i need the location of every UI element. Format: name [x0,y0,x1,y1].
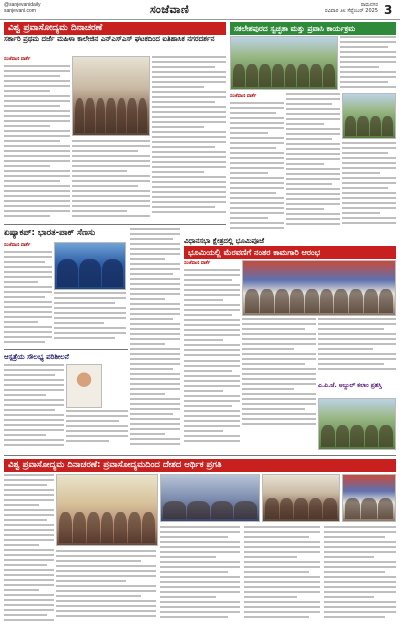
article-column [152,56,226,221]
page-number: 3 [384,3,393,17]
article-column [54,292,126,346]
headline-asia-cup: ಏಷ್ಯಾಕಪ್: ಭಾರತ-ಪಾಕ್ ಸೆಣಸು [4,228,96,238]
article-column [286,93,340,233]
masthead [0,0,400,20]
subheadline-college: ಸರ್ಕಾರಿ ಪ್ರಥಮ ದರ್ಜೆ ಮಹಿಳಾ ಕಾಲೇಜಿನ ಎನ್‌ಎಸ್‌ಎಸ್ ಘಟಕದಿಂದ ಐತಿಹಾಸಿಕ ನಗರದರ್ಶನ [4,35,215,43]
social-handle: @sanjevanidaily [4,2,41,8]
photo-students-group [72,56,150,136]
article-column [4,56,70,221]
article-column [130,228,180,450]
article-column [72,140,150,220]
headline-clean-campaign: ಸಕಲೇಶಪುರದ ಸ್ವಚ್ಛತಾ ಮತ್ತು ಪ್ರವಾಸಿ ಕಾರ್ಯಕ್ರಮ [230,22,396,35]
article-column [4,364,64,450]
photo-tourism-event [56,474,158,546]
photo-cricket-match [54,242,126,290]
article-column [244,526,320,624]
byline: ಸಂಜೆವಾಣಿ ವಾರ್ತೆ [184,261,211,266]
photo-event [342,93,396,139]
photo-award [318,398,396,450]
masthead-right [288,2,378,14]
article-column [184,260,240,358]
divider [4,455,396,456]
article-column [66,410,128,450]
article-column [340,36,396,90]
subheadline-bhoomi-puja: ವಿಧಾನಸಭಾ ಕ್ಷೇತ್ರದಲ್ಲಿ ಭೂಮಿಪೂಜೆ [184,237,265,245]
article-column [230,93,284,233]
photo-exhibition [160,474,260,522]
byline: ಸಂಜೆವಾಣಿ ವಾರ್ತೆ [4,57,31,62]
newspaper-logo: ಸಂಜೆವಾಣಿ [150,3,190,16]
headline-hospital: ಆಸ್ಪತ್ರೆಯ ಸೌಲಭ್ಯ ಪರಿಶೀಲನೆ [4,353,69,361]
byline: ಸಂಜೆವಾಣಿ ವಾರ್ತೆ [230,94,257,99]
article-column [56,550,156,624]
photo-dignitaries [342,474,396,522]
divider [4,349,128,350]
article-column [324,526,396,624]
divider [4,224,226,225]
photo-portrait [66,364,102,408]
photo-clean-campaign [230,36,338,90]
headline-bottom: ವಿಶ್ವ ಪ್ರವಾಸೋದ್ಯಮ ದಿನಾಚರಣೆ: ಪ್ರವಾಸೋದ್ಯಮದಿಂದ ದೇಶದ ಆರ್ಥಿಕ ಪ್ರಗತಿ [4,459,396,472]
website: sanjevani.com [4,8,36,14]
byline: ಸಂಜೆವಾಣಿ ವಾರ್ತೆ [4,243,31,248]
photo-bhoomi-puja [242,260,396,316]
headline-award: ಎ.ಪಿ.ಜೆ. ಅಬ್ದುಲ್ ಕಲಾಂ ಪ್ರಶಸ್ತಿ [318,382,382,389]
article-column [184,360,240,450]
headline-bhoomi-main: ಭೂಮಿಯಲ್ಲಿ ಮೆರವಣಿಗೆ ನಂತರ ಕಾಮಗಾರಿ ಆರಂಭ [184,246,396,259]
article-column [160,526,240,624]
article-column [242,318,316,436]
article-column [4,474,54,624]
article-column [318,318,396,378]
article-column [4,242,52,346]
photo-audience [262,474,340,522]
edition: ರಾಮನಗರ [360,2,378,8]
masthead-left [4,2,40,14]
date: ರವಿವಾರ ೨೮ ಸೆಪ್ಟೆಂಬರ್ 2025 [324,8,378,14]
article-column [342,142,396,234]
headline-tourism-day: ವಿಶ್ವ ಪ್ರವಾಸೋದ್ಯಮ ದಿನಾಚರಣೆ [4,22,226,35]
